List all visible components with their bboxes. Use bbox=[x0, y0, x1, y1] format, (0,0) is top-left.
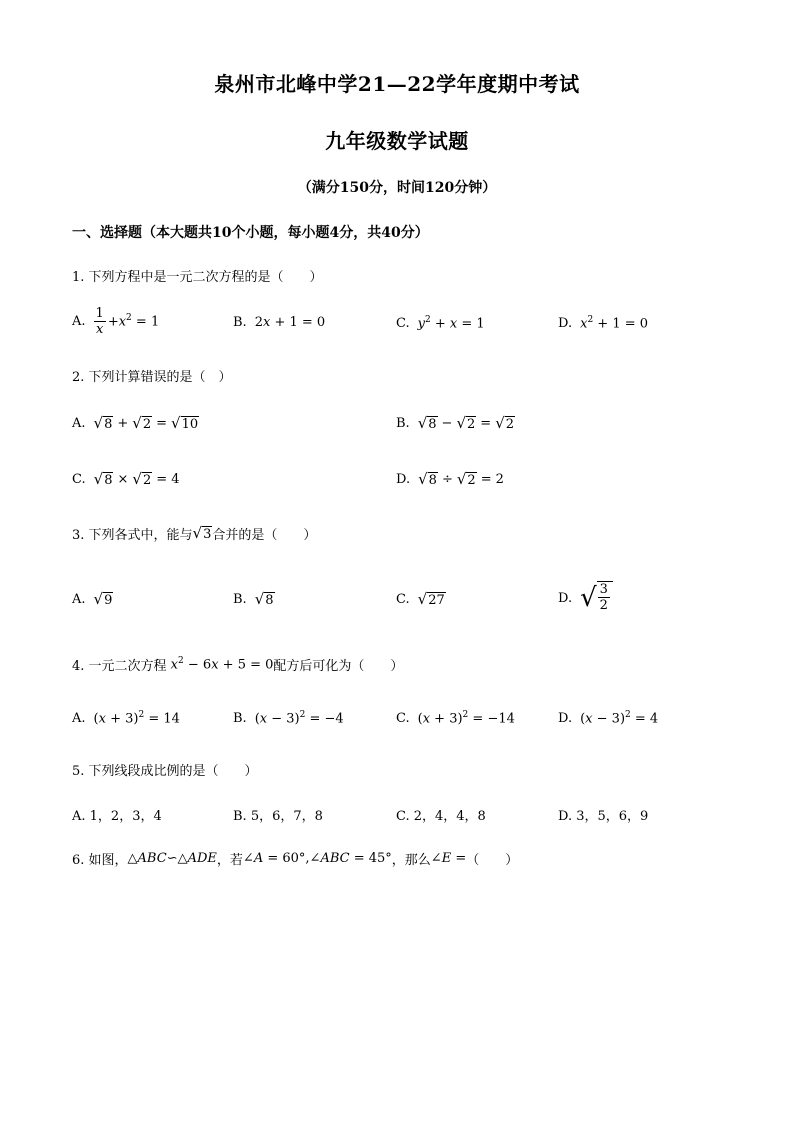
q1-option-b[interactable]: B. 2x + 1 = 0 bbox=[233, 315, 326, 330]
question-2-stem: 2. 下列计算错误的是（ ） bbox=[72, 370, 232, 385]
question-4-stem: 4. 一元二次方程 $x^2 - 6x + 5 = 0$ 配方后可化为（ ） bbox=[72, 656, 404, 674]
q5-option-a[interactable]: A. 1，2，3，4 bbox=[72, 809, 162, 824]
q4-option-c[interactable]: C. $(x + 3)^2 = -14$ bbox=[396, 710, 515, 727]
q3-option-b[interactable]: B. √ 8 bbox=[233, 590, 274, 608]
q4-option-b[interactable]: B. $(x - 3)^2 = -4$ bbox=[233, 710, 344, 727]
q2-option-c[interactable]: C. √ 8 × √ 2 = 4 bbox=[72, 470, 180, 488]
q3-option-a[interactable]: A. √ 9 bbox=[72, 590, 113, 608]
q4-option-d[interactable]: D. $(x - 3)^2 = 4$ bbox=[558, 710, 659, 727]
q4-option-a[interactable]: A. $(x + 3)^2 = 14$ bbox=[72, 710, 180, 727]
q2-option-a[interactable]: A. √ 8 + √ 2 = √ 10 bbox=[72, 414, 199, 432]
question-5-stem: 5. 下列线段成比例的是（ ） bbox=[72, 764, 258, 779]
question-1-stem: 1. 下列方程中是一元二次方程的是（ ） bbox=[72, 270, 323, 285]
exam-subtitle: 九年级数学试题 bbox=[325, 129, 469, 153]
q1-option-a[interactable]: A. $\frac{1}{x}$ $+x^2 = 1$ bbox=[72, 306, 160, 337]
q5-option-d[interactable]: D. 3，5，6，9 bbox=[558, 809, 649, 824]
q2-option-d[interactable]: D. √ 8 ÷ √ 2 = 2 bbox=[396, 470, 504, 488]
exam-title: 泉州市北峰中学21—22学年度期中考试 bbox=[214, 72, 580, 96]
q3-option-c[interactable]: C. √ 27 bbox=[396, 590, 445, 608]
question-6-stem: 6. 如图， △ABC∽△ADE ，若 ∠A = 60°,∠ABC = 45° ，那么 ∠E = （ ） bbox=[72, 851, 519, 868]
section-heading: 一、选择题（本大题共10个小题，每小题4分，共40分） bbox=[72, 225, 429, 241]
q1-option-d[interactable]: D. $x^2 + 1 = 0$ bbox=[558, 315, 649, 332]
q2-option-b[interactable]: B. √ 8 − √ 2 = √ 2 bbox=[396, 414, 515, 432]
question-3-stem: 3. 下列各式中，能与 √ 3 合并的是（ ） bbox=[72, 524, 317, 543]
q1-option-c[interactable]: C. $y^2 + x = 1$ bbox=[396, 315, 485, 332]
exam-info: （满分150分，时间120分钟） bbox=[297, 180, 497, 196]
q3-option-d[interactable]: D. √ $\frac{3}{2}$ bbox=[558, 578, 613, 618]
q5-option-c[interactable]: C. 2，4，4，8 bbox=[396, 809, 486, 824]
q5-option-b[interactable]: B. 5，6，7，8 bbox=[233, 809, 323, 824]
